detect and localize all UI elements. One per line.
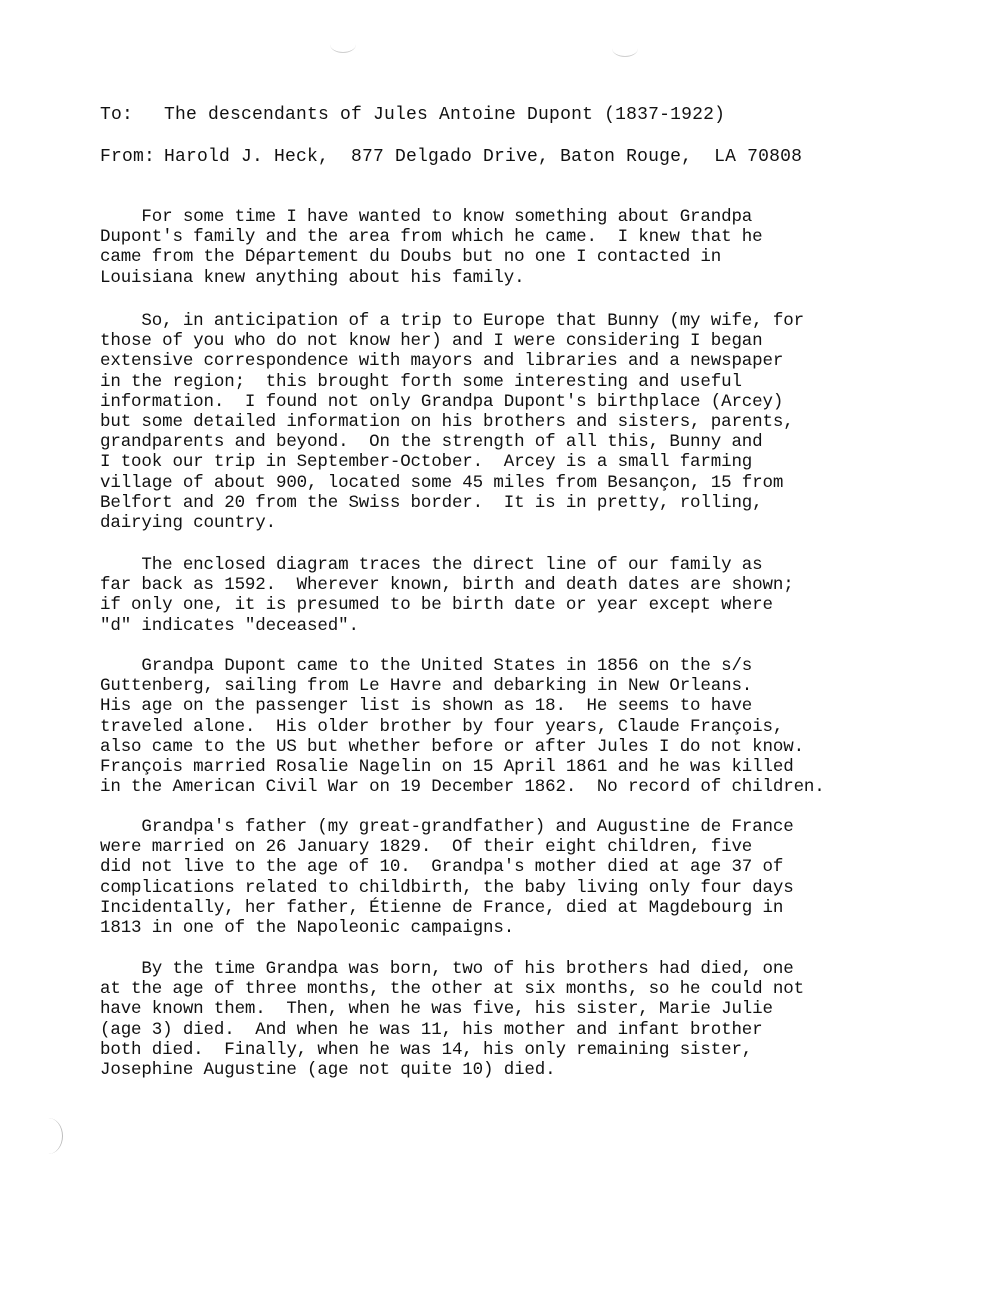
paragraph-line: if only one, it is presumed to be birth date or year except where [100,595,773,616]
paragraph-line: For some time I have wanted to know something about Grandpa [100,207,753,227]
paragraph-line: both died. Finally, when he was 14, his only remaining sister, [100,1039,753,1060]
paragraph-line: did not live to the age of 10. Grandpa's mother died at age 37 of [100,857,784,878]
paragraph-line: village of about 900, located some 45 miles from Besançon, 15 from [100,472,784,493]
paragraph-diagram [100,555,980,636]
paragraph-line: extensive correspondence with mayors and libraries and a newspaper [100,351,784,372]
paragraph-line: By the time Grandpa was born, two of his brothers had died, one [100,959,794,979]
from-label: From: [100,147,156,167]
paragraph-line: came from the Département du Doubs but no one I contacted in [100,247,722,268]
paragraph-line: François married Rosalie Nagelin on 15 April 1861 and he was killed [100,757,794,778]
paragraph-line: complications related to childbirth, the baby living only four days [100,877,794,898]
paragraph-line: those of you who do not know her) and I were considering I began [100,331,763,352]
paragraph-line: Louisiana knew anything about his family. [100,267,525,288]
paragraph-line: I took our trip in September-October. Arcey is a small farming [100,452,753,473]
punch-hole-mark [612,40,638,57]
paragraph-line: but some detailed information on his brothers and sisters, parents, [100,412,794,433]
paragraph-line: information. I found not only Grandpa Dupont's birthplace (Arcey) [100,391,784,412]
paragraph-line: also came to the US but whether before or after Jules I do not know. [100,736,804,757]
punch-hole-mark [34,1118,63,1154]
paragraph-line: grandparents and beyond. On the strength of all this, Bunny and [100,432,763,453]
from-line [100,146,802,168]
to-recipients: The descendants of Jules Antoine Dupont (1837-1922) [164,105,726,125]
paragraph-line: His age on the passenger list is shown as 18. He seems to have [100,696,753,717]
paragraph-line: 1813 in one of the Napoleonic campaigns. [100,918,515,939]
punch-hole-mark [330,36,356,53]
paragraph-line: have known them. Then, when he was five, his sister, Marie Julie [100,999,773,1020]
paragraph-line: Grandpa's father (my great-grandfather) and Augustine de France [100,817,794,837]
paragraph-line: Incidentally, her father, Étienne de France, died at Magdebourg in [100,897,784,918]
to-label: To: [100,105,134,125]
paragraph-line: So, in anticipation of a trip to Europe that Bunny (my wife, for [100,311,804,331]
paragraph-line: in the region; this brought forth some interesting and useful [100,371,742,392]
paragraph-line: Dupont's family and the area from which he came. I knew that he [100,227,763,248]
paragraph-line: Josephine Augustine (age not quite 10) died. [100,1060,556,1081]
paragraph-line: were married on 26 January 1829. Of their eight children, five [100,837,753,858]
paragraph-line: far back as 1592. Wherever known, birth and death dates are shown; [100,575,794,596]
from-sender: Harold J. Heck, 877 Delgado Drive, Baton Rouge, LA 70808 [164,147,803,167]
paragraph-line: in the American Civil War on 19 December 1862. No record of children. [100,777,825,798]
paragraph-line: (age 3) died. And when he was 11, his mother and infant brother [100,1019,763,1040]
paragraph-line: Grandpa Dupont came to the United States in 1856 on the s/s [100,656,753,676]
paragraph-parents [100,817,980,938]
paragraph-line: dairying country. [100,513,276,534]
paragraph-emigration [100,656,980,797]
paragraph-line: Belfort and 20 from the Swiss border. It is in pretty, rolling, [100,492,763,513]
paragraph-line: "d" indicates "deceased". [100,615,359,636]
paragraph-line: Guttenberg, sailing from Le Havre and debarking in New Orleans. [100,676,753,697]
paragraph-trip [100,311,980,533]
paragraph-line: The enclosed diagram traces the direct line of our family as [100,555,763,575]
paragraph-line: traveled alone. His older brother by four years, Claude François, [100,716,784,737]
paragraph-line: at the age of three months, the other at six months, so he could not [100,979,804,1000]
paragraph-intro [100,207,980,288]
to-line [100,104,725,126]
paragraph-siblings [100,959,980,1080]
